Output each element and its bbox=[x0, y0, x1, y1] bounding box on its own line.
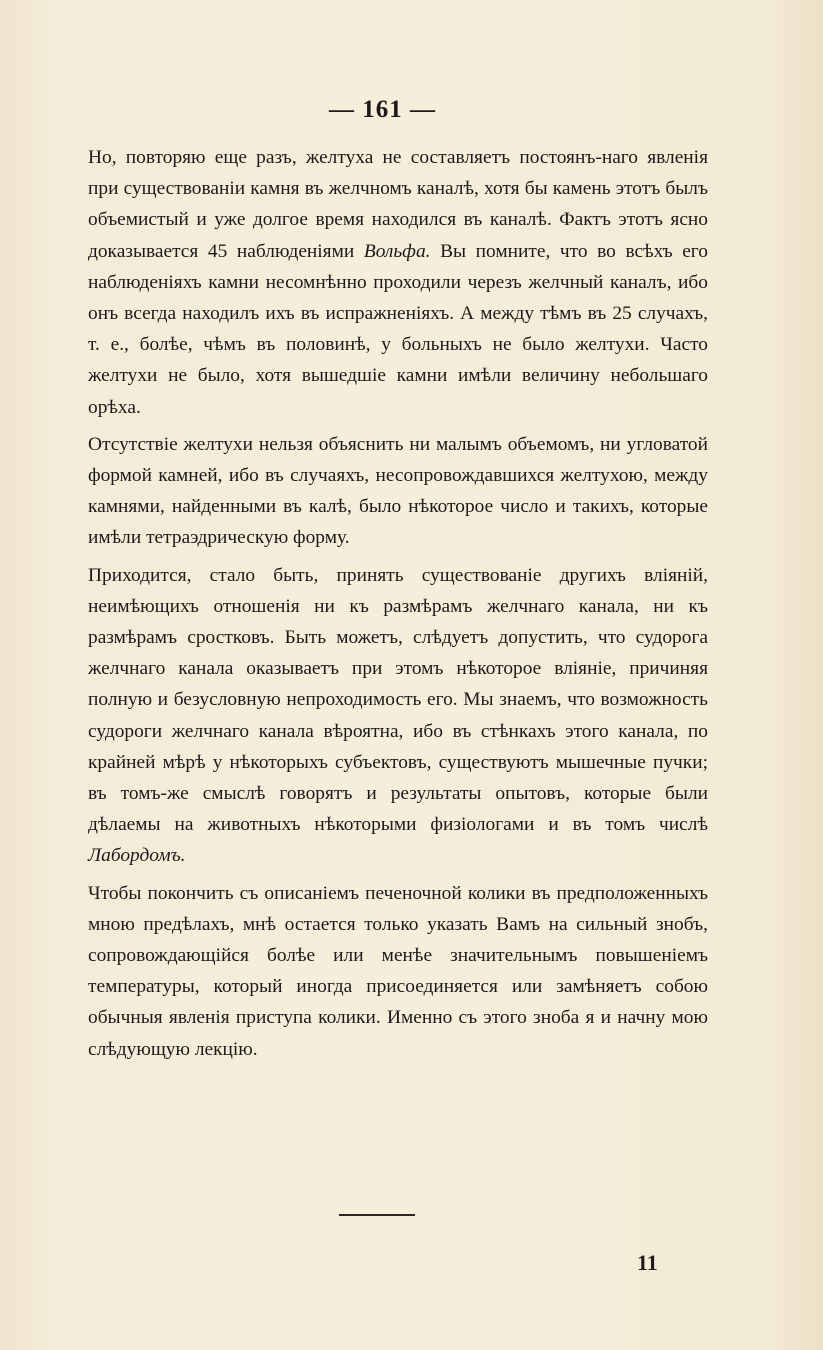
paragraph-1 bbox=[88, 142, 708, 423]
signature-mark: 11 bbox=[637, 1250, 658, 1275]
paragraph-2-text: Отсутствіе желтухи нельзя объяснить ни малымъ объемомъ, ни угловатой формой камней, ибо въ случаяхъ, несопровождавшихся желтухою, между камнями, найденными въ калѣ, было нѣкоторое число и такихъ, которые имѣли тетраэдрическую форму. bbox=[88, 433, 708, 549]
page-number: — 161 — bbox=[329, 96, 436, 123]
paragraph-1-text-after: Вы помните, что во всѣхъ его наблюденіяхъ камни несомнѣнно проходили черезъ желчный каналъ, ибо онъ всегда находилъ ихъ въ испражненіяхъ. А между тѣмъ въ 25 случахъ, т. е., болѣе, чѣмъ въ половинѣ, у больныхъ не было желтухи. Часто желтухи не было, хотя вышедшіе камни имѣли величину небольшаго орѣха. bbox=[88, 240, 708, 418]
paragraph-4 bbox=[88, 878, 708, 1065]
author-name-wolf: Вольфа. bbox=[363, 240, 431, 262]
paragraph-2 bbox=[88, 429, 708, 554]
paragraph-3-text: Приходится, стало быть, принять существованіе другихъ вліяній, неимѣющихъ отношенія ни къ размѣрамъ желчнаго канала, ни къ размѣрамъ сростковъ. Быть можетъ, слѣдуетъ допустить, что судорога желчнаго канала оказываетъ при этомъ нѣкоторое вліяніе, причиняя полную и безусловную непроходимость его. Мы знаемъ, что возможность судороги желчнаго канала вѣроятна, ибо въ стѣнкахъ этого канала, по крайней мѣрѣ у нѣкоторыхъ субъектовъ, существуютъ мышечные пучки; въ томъ-же смыслѣ говорятъ и результаты опытовъ, которые были дѣлаемы на животныхъ нѣкоторыми физіологами и въ томъ числѣ bbox=[88, 564, 708, 836]
paragraph-4-text: Чтобы покончить съ описаніемъ печеночной колики въ предположенныхъ мною предѣлахъ, мнѣ остается только указать Вамъ на сильный знобъ, сопровождающійся болѣе или менѣе значительнымъ повышеніемъ температуры, который иногда присоединяется или замѣняетъ собою обычныя явленія приступа колики. Именно съ этого зноба я и начну мою слѣдующую лекцію. bbox=[88, 882, 708, 1060]
section-divider bbox=[339, 1214, 415, 1216]
paragraph-3 bbox=[88, 560, 708, 872]
paragraph-1-text: Но, повторяю еще разъ, желтуха не составляетъ постоянъ-наго явленія при существованіи камня въ желчномъ каналѣ, хотя бы камень этотъ былъ объемистый и уже долгое время находился въ каналѣ. Фактъ этотъ ясно доказывается 45 наблюденіями bbox=[88, 147, 708, 262]
body-text bbox=[88, 142, 708, 1071]
author-name-laborde: Лабордомъ. bbox=[88, 845, 186, 867]
